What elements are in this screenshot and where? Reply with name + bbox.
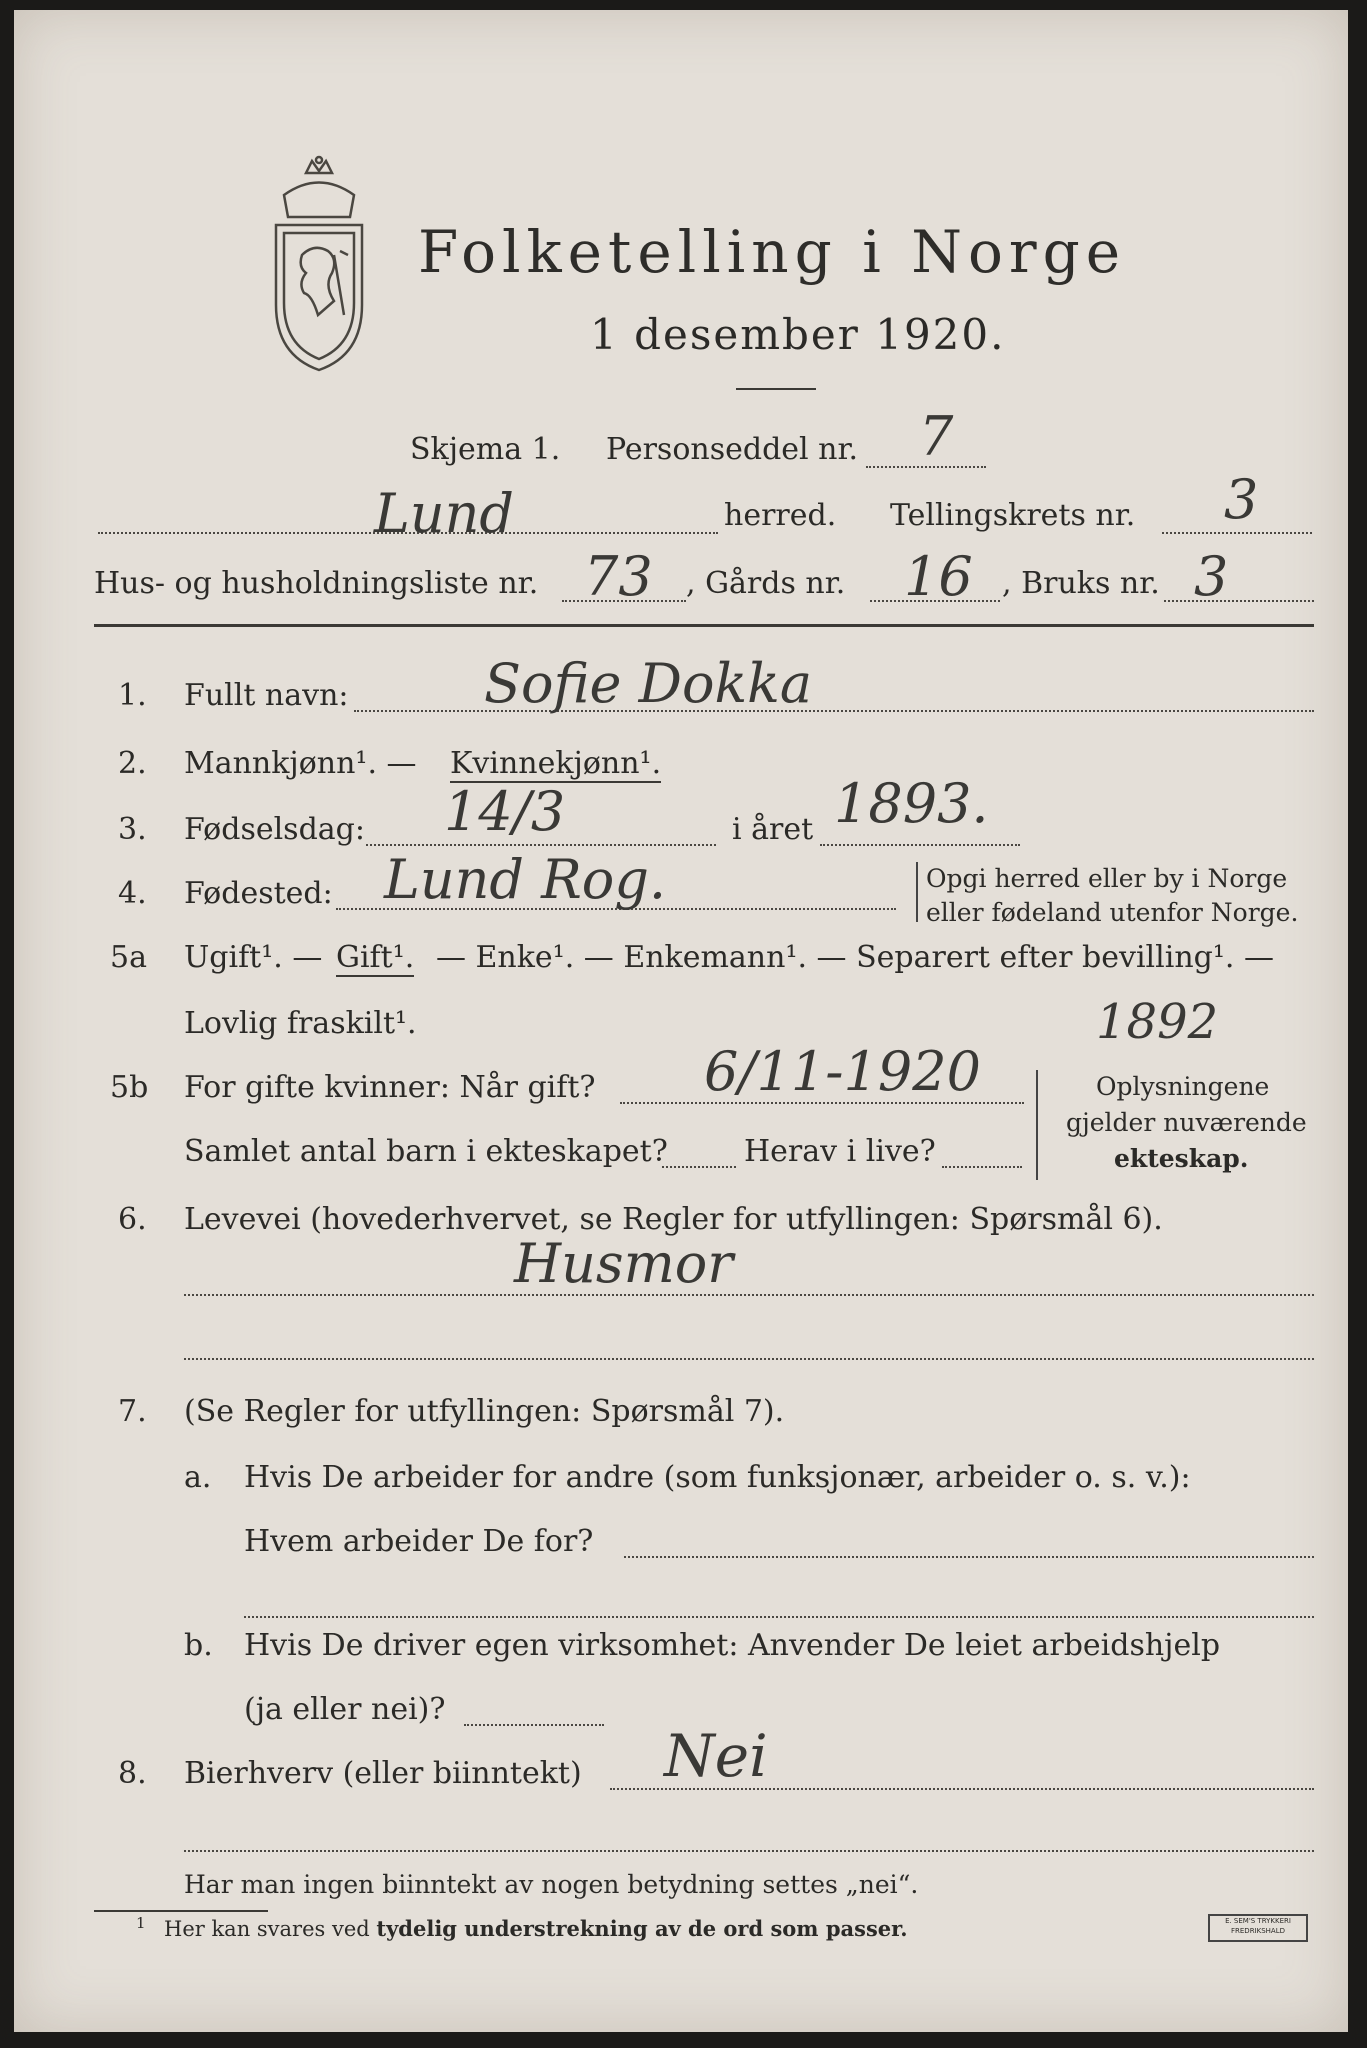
full-name-value: Sofie Dokka [484,652,813,715]
gards-label: , Gårds nr. [686,566,846,601]
q7a-letter: a. [184,1460,212,1495]
q8-number: 8. [118,1756,147,1791]
q4-number: 4. [118,876,147,911]
tellingskrets-label: Tellingskrets nr. [890,498,1136,533]
printer-stamp [1208,1914,1308,1942]
footnote-text [164,1916,908,1941]
census-date: 1 desember 1920. [590,310,1006,359]
footnote-rule [94,1910,268,1912]
herred-value: Lund [374,482,514,545]
marriage-extra-value: 1892 [1096,994,1219,1050]
q4-label: Fødested: [184,876,333,911]
q6-number: 6. [118,1202,147,1237]
occupation-value: Husmor [514,1232,734,1295]
q7a-question: Hvem arbeider De for? [244,1524,594,1559]
status-fraskilt-option: Lovlig fraskilt¹. [184,1006,417,1041]
header-rule [94,624,1314,627]
q3-label: Fødselsdag: [184,812,365,847]
personseddel-value: 7 [919,405,954,468]
footnote-mark: 1 [136,1914,146,1932]
marriage-date-value: 6/11-1920 [704,1040,981,1103]
q7a-text: Hvis De arbeider for andre (som funksjonær, arbeider o. s. v.): [244,1460,1191,1495]
q7b-question: (ja eller nei)? [244,1692,446,1727]
side-income-value: Nei [664,1722,768,1790]
birthplace-note-1: Opgi herred eller by i Norge [926,864,1288,893]
printer-stamp-line-1: E. SEM'S TRYKKERI [1225,1917,1291,1925]
marriage-note-1: Oplysningene [1096,1072,1270,1101]
status-gift-option: Gift¹. [336,940,415,975]
bruks-value: 3 [1194,545,1229,608]
gards-value: 16 [904,545,973,608]
q1-label: Fullt navn: [184,678,349,713]
form-title: Folketelling i Norge [418,218,1127,286]
side-income-note: Har man ingen biinntekt av nogen betydning settes „nei“. [184,1870,919,1899]
status-ugift-option: Ugift¹. — [184,940,323,975]
q3-number: 3. [118,812,147,847]
birth-year-label: i året [732,812,814,847]
tellingskrets-value: 3 [1224,468,1259,531]
gender-female-option: Kvinnekjønn¹. [450,746,662,781]
husholdningsliste-label: Hus- og husholdningsliste nr. [94,566,539,601]
birth-year-value: 1893. [834,772,989,835]
status-other-options: — Enke¹. — Enkemann¹. — Separert efter bevilling¹. — [436,940,1274,975]
skjema-label: Skjema 1. [410,432,561,467]
q5b-number: 5b [110,1070,149,1105]
q7-label: (Se Regler for utfyllingen: Spørsmål 7). [184,1394,785,1429]
q7b-text: Hvis De driver egen virksomhet: Anvender De leiet arbeidshjelp [244,1628,1221,1663]
q7-number: 7. [118,1394,147,1429]
herred-label: herred. [724,498,837,533]
marriage-note-2: gjelder nuværende [1066,1108,1307,1137]
bruks-label: , Bruks nr. [1002,566,1160,601]
coat-of-arms-icon [254,155,384,375]
footnote-text-bold: tydelig understrekning av de ord som passer. [376,1916,908,1941]
children-alive-label: Herav i live? [744,1134,936,1169]
children-total-label: Samlet antal barn i ekteskapet? [184,1134,668,1169]
marriage-note-3: ekteskap. [1114,1144,1249,1173]
husholdningsliste-value: 73 [584,545,653,608]
census-form-page [14,10,1348,2032]
q5a-number: 5a [110,940,147,975]
q7b-letter: b. [184,1628,213,1663]
q1-number: 1. [118,678,147,713]
personseddel-label: Personseddel nr. [606,432,859,467]
title-divider [736,388,816,390]
q5b-label: For gifte kvinner: Når gift? [184,1070,596,1105]
printer-stamp-line-2: FREDRIKSHALD [1230,1927,1285,1935]
q6-label: Levevei (hovederhvervet, se Regler for utfyllingen: Spørsmål 6). [184,1202,1163,1237]
footnote-text-plain: Her kan svares ved [164,1917,377,1941]
gender-male-option: Mannkjønn¹. — [184,746,417,781]
birthplace-value: Lund Rog. [384,848,667,911]
q8-label: Bierhverv (eller biinntekt) [184,1756,582,1791]
birthday-value: 14/3 [444,780,566,843]
birthplace-note-2: eller fødeland utenfor Norge. [926,898,1299,927]
q2-number: 2. [118,746,147,781]
